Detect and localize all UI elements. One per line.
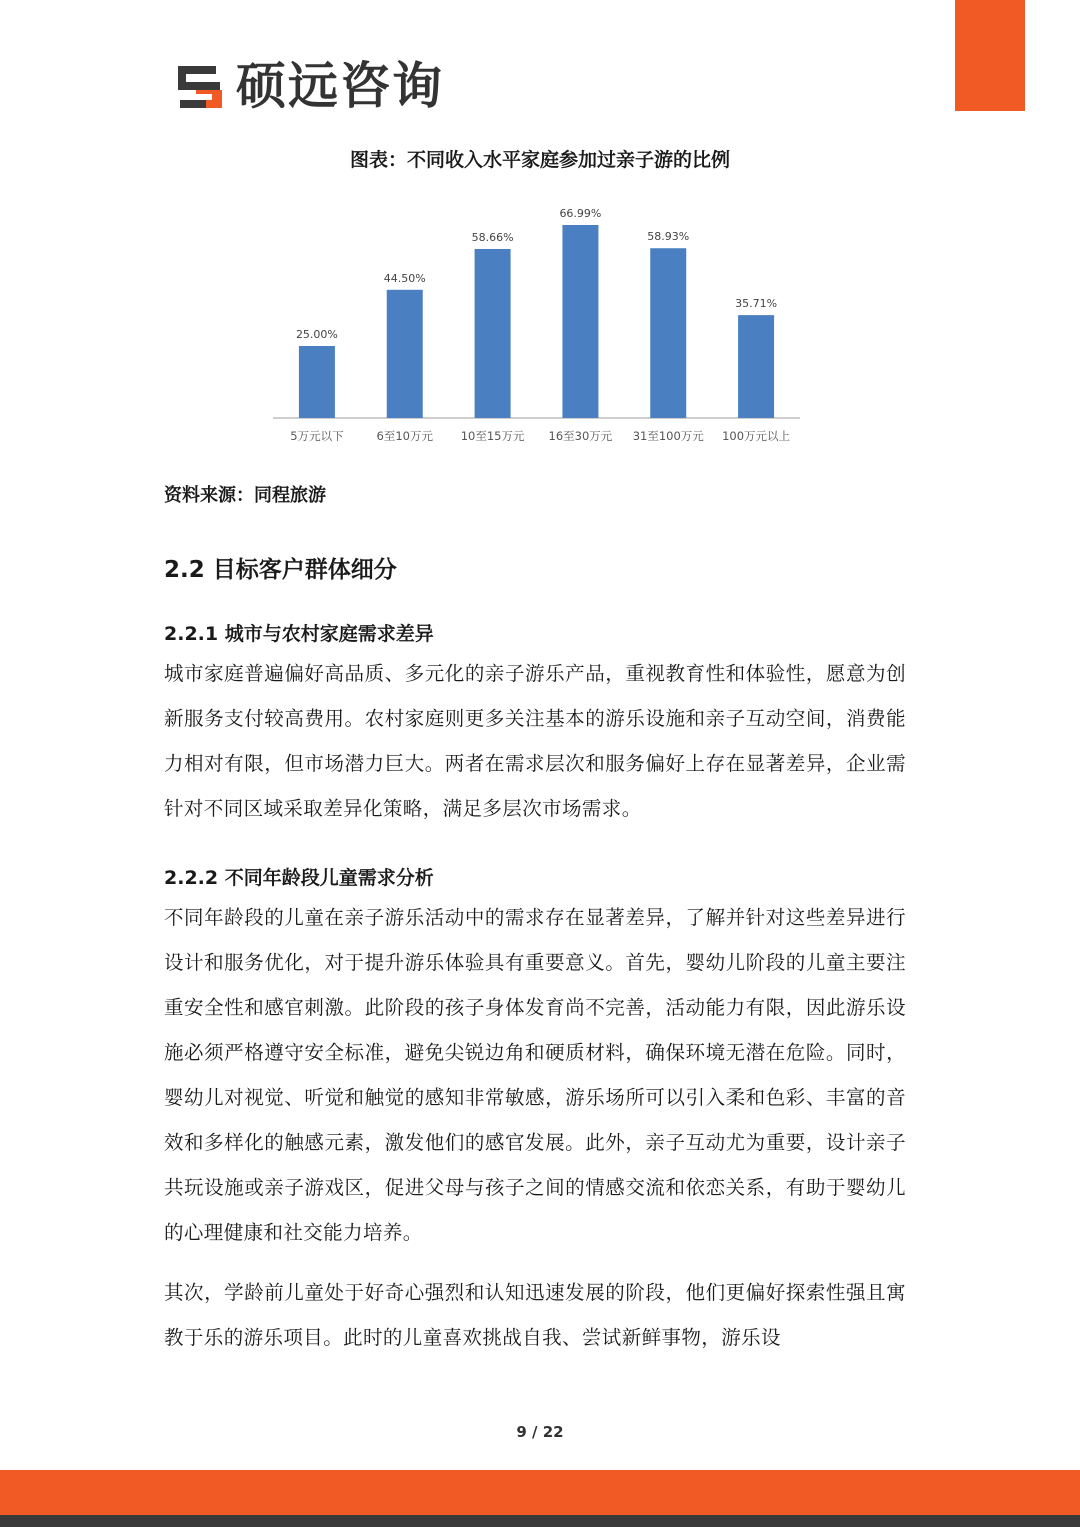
bar-2 xyxy=(475,249,511,418)
paragraph-age-groups: 不同年龄段的儿童在亲子游乐活动中的需求存在显著差异，了解并针对这些差异进行设计和服务优化，对于提升游乐体验具有重要意义。首先，婴幼儿阶段的儿童主要注重安全性和感官刺激。此阶段的孩子身体发育尚不完善，活动能力有限，因此游乐设施必须严格遵守安全标准，避免尖锐边角和硬质材料，确保环境无潜在危险。同时，婴幼儿对视觉、听觉和触觉的感知非常敏感，游乐场所可以引入柔和色彩、丰富的音效和多样化的触感元素，激发他们的感官发展。此外，亲子互动尤为重要，设计亲子共玩设施或亲子游戏区，促进父母与孩子之间的情感交流和依恋关系，有助于婴幼儿的心理健康和社交能力培养。 xyxy=(164,906,906,1244)
category-label-5: 100万元以上 xyxy=(722,429,791,443)
footer-dark-bar xyxy=(0,1515,1080,1527)
bar-value-label-4: 58.93% xyxy=(647,230,690,244)
category-label-1: 6至10万元 xyxy=(376,429,433,443)
paragraph-city-rural: 城市家庭普遍偏好高品质、多元化的亲子游乐产品，重视教育性和体验性，愿意为创新服务支付较高费用。农村家庭则更多关注基本的游乐设施和亲子互动空间，消费能力相对有限，但市场潜力巨大。两者在需求层次和服务偏好上存在显著差异，企业需针对不同区域采取差异化策略，满足多层次市场需求。 xyxy=(164,662,906,820)
bar-0 xyxy=(299,346,335,418)
category-label-4: 31至100万元 xyxy=(632,429,704,443)
brand-name: 硕远咨询 xyxy=(236,57,444,115)
bar-value-label-3: 66.99% xyxy=(559,207,602,220)
subsection-heading-2: 2.2.2 不同年龄段儿童需求分析 xyxy=(164,867,434,889)
bar-value-label-0: 25.00% xyxy=(295,327,338,341)
category-label-0: 5万元以下 xyxy=(290,429,344,443)
chart-title: 图表：不同收入水平家庭参加过亲子游的比例 xyxy=(349,149,730,171)
bar-chart xyxy=(0,0,1080,460)
section-heading: 2.2 目标客户群体细分 xyxy=(164,557,397,583)
category-label-3: 16至30万元 xyxy=(548,429,613,443)
bar-4 xyxy=(650,248,686,418)
paragraph-preschool: 其次，学龄前儿童处于好奇心强烈和认知迅速发展的阶段，他们更偏好探索性强且寓教于乐的游乐项目。此时的儿童喜欢挑战自我、尝试新鲜事物，游乐设 xyxy=(164,1281,906,1349)
bar-3 xyxy=(562,225,598,418)
bar-1 xyxy=(387,290,423,418)
bar-value-label-5: 35.71% xyxy=(735,297,778,311)
bar-value-label-2: 58.66% xyxy=(471,230,514,244)
subsection-heading-1: 2.2.1 城市与农村家庭需求差异 xyxy=(164,623,434,645)
footer-accent-bar xyxy=(0,1470,1080,1515)
page-number: 9 / 22 xyxy=(516,1423,564,1441)
bar-5 xyxy=(738,315,774,418)
category-label-2: 10至15万元 xyxy=(460,429,525,443)
source-note: 资料来源：同程旅游 xyxy=(164,485,326,506)
bar-value-label-1: 44.50% xyxy=(383,271,426,285)
